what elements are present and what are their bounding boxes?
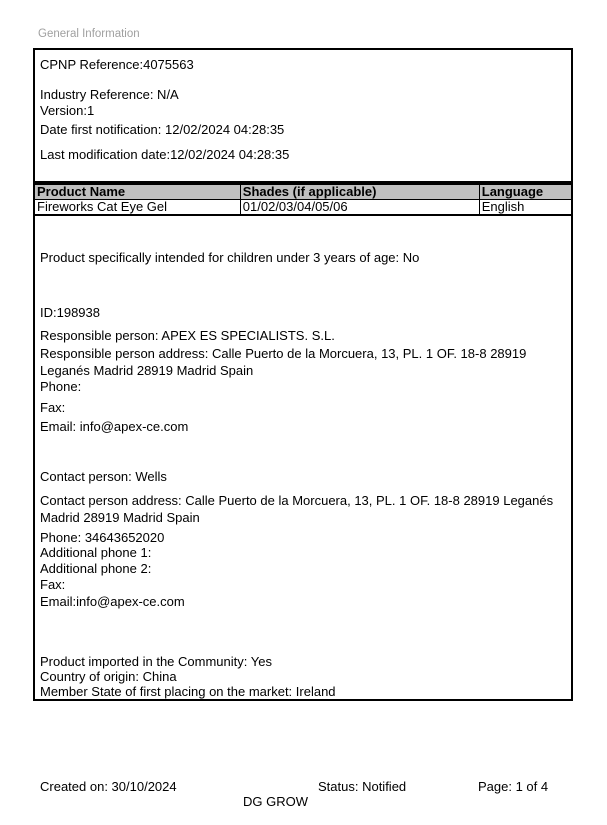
contact-fax: Fax: bbox=[40, 577, 66, 592]
product-table-header-row bbox=[34, 184, 572, 200]
industry-reference: Industry Reference: N/A bbox=[40, 87, 179, 102]
contact-phone: Phone: 34643652020 bbox=[40, 530, 165, 545]
general-info-box bbox=[33, 48, 573, 183]
country-of-origin: Country of origin: China bbox=[40, 669, 177, 684]
cpnp-reference: CPNP Reference:4075563 bbox=[40, 57, 194, 72]
section-label: General Information bbox=[38, 28, 140, 40]
details-box bbox=[33, 214, 573, 701]
responsible-fax: Fax: bbox=[40, 400, 66, 415]
responsible-person-address: Responsible person address: Calle Puerto de la Morcuera, 13, PL. 1 OF. 18-8 28919 Leganés Madrid 28919 Madrid Spain bbox=[40, 346, 527, 378]
contact-person-address: Contact person address: Calle Puerto de la Morcuera, 13, PL. 1 OF. 18-8 28919 Leganés Madrid 28919 Madrid Spain bbox=[40, 493, 554, 525]
product-name-cell: Fireworks Cat Eye Gel bbox=[34, 200, 240, 216]
contact-email: Email:info@apex-ce.com bbox=[40, 594, 185, 609]
responsible-person: Responsible person: APEX ES SPECIALISTS. S.L. bbox=[40, 328, 335, 343]
member-state: Member State of first placing on the market: Ireland bbox=[40, 684, 336, 699]
language-header: Language bbox=[479, 184, 572, 200]
shades-cell: 01/02/03/04/05/06 bbox=[240, 200, 479, 216]
footer-status: Status: Notified bbox=[318, 779, 407, 794]
footer-created-on: Created on: 30/10/2024 bbox=[40, 779, 177, 794]
footer-org: DG GROW bbox=[243, 794, 308, 809]
additional-phone-2: Additional phone 2: bbox=[40, 561, 152, 576]
responsible-email: Email: info@apex-ce.com bbox=[40, 419, 189, 434]
shades-header: Shades (if applicable) bbox=[240, 184, 479, 200]
footer-page-number: Page: 1 of 4 bbox=[478, 779, 549, 794]
table-row bbox=[34, 200, 572, 216]
additional-phone-1: Additional phone 1: bbox=[40, 545, 152, 560]
last-modification-date: Last modification date:12/02/2024 04:28:35 bbox=[40, 147, 290, 162]
product-name-header: Product Name bbox=[34, 184, 240, 200]
contact-person: Contact person: Wells bbox=[40, 469, 167, 484]
children-statement: Product specifically intended for children under 3 years of age: No bbox=[40, 250, 420, 265]
date-first-notification: Date first notification: 12/02/2024 04:28:35 bbox=[40, 122, 285, 137]
version: Version:1 bbox=[40, 103, 95, 118]
responsible-phone: Phone: bbox=[40, 379, 82, 394]
imported-statement: Product imported in the Community: Yes bbox=[40, 654, 272, 669]
language-cell: English bbox=[479, 200, 572, 216]
notification-id: ID:198938 bbox=[40, 305, 100, 320]
product-table bbox=[33, 183, 573, 216]
